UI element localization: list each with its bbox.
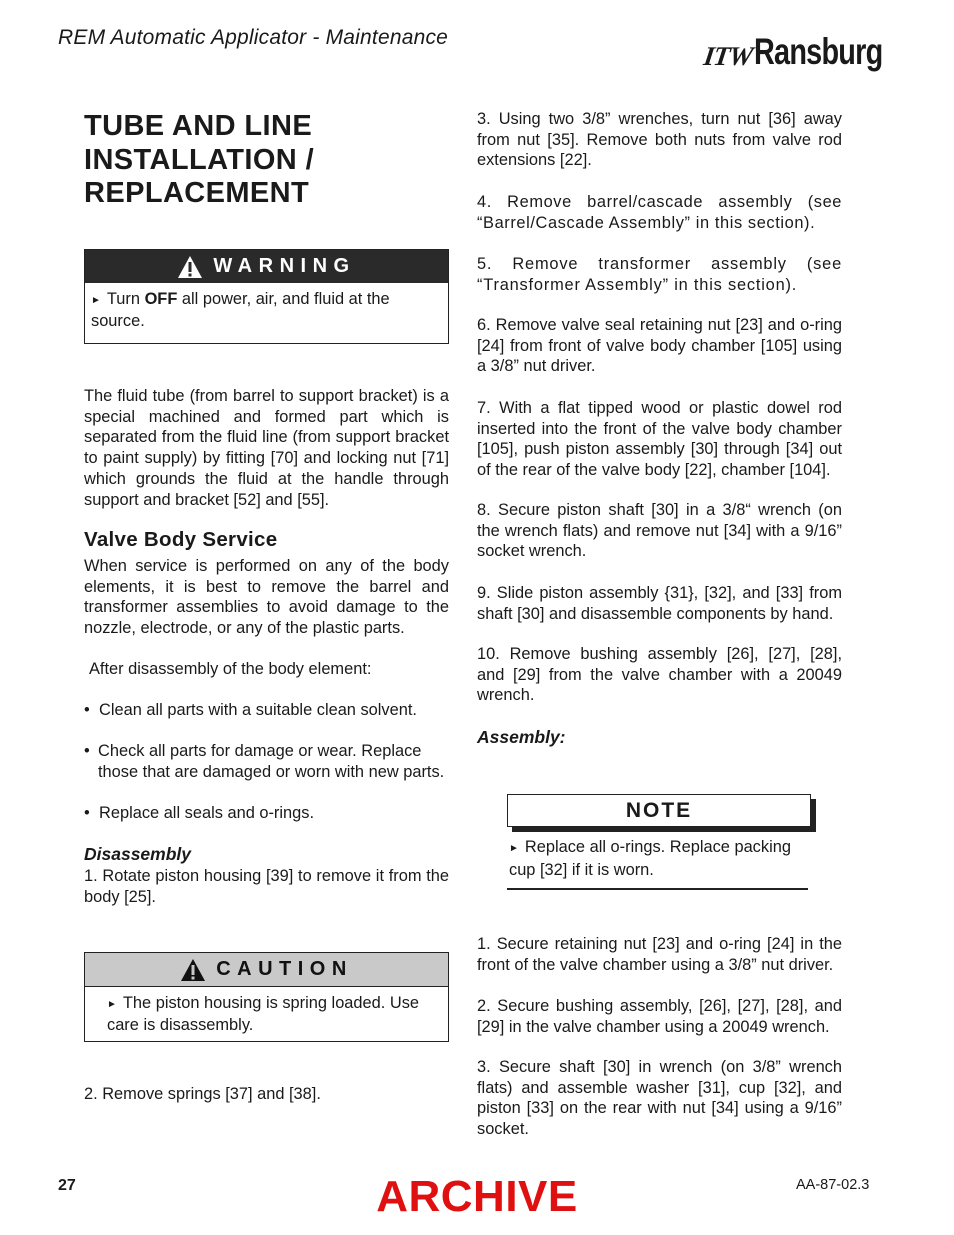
list-item: • Clean all parts with a suitable clean solvent. (84, 701, 417, 719)
disassembly-step-8: 8. Secure piston shaft [30] in a 3/8“ wrench (on the wrench flats) and remove nut [34] with a 9/16” socket wrench. (477, 501, 842, 561)
note-label: NOTE (625, 798, 693, 822)
warning-off-text: OFF (144, 290, 178, 308)
page-title-line-1: TUBE AND LINE (84, 110, 313, 142)
disassembly-step-2: 2. Remove springs [37] and [38]. (84, 1085, 321, 1103)
logo-ransburg: Ransburg (754, 31, 883, 72)
bullet-arrow-icon: ► (91, 295, 101, 306)
caution-box (84, 952, 449, 1042)
warning-triangle-icon (180, 958, 206, 982)
disassembly-step-5: 5. Remove transformer assembly (see “Transformer Assembly” in this section). (477, 255, 842, 294)
note-divider (507, 888, 808, 890)
page-title (84, 110, 444, 211)
caution-text: ► The piston housing is spring loaded. Use care is disassembly. (107, 994, 420, 1034)
page-number: 27 (58, 1177, 76, 1194)
caution-label: CAUTION (216, 958, 353, 980)
assembly-step-2: 2. Secure bushing assembly, [26], [27], [28], and [29] in the valve chamber using a 20049 wrench. (477, 997, 842, 1036)
after-disassembly-text: After disassembly of the body element: (89, 660, 372, 678)
itw-ransburg-logo (701, 20, 919, 72)
valve-body-paragraph: When service is performed on any of the body elements, it is best to remove the barrel and transformer assemblies to avoid damage to the nozzle, electrode, or any of the plastic parts. (84, 557, 449, 638)
intro-paragraph: The fluid tube (from barrel to support bracket) is a special machined and formed part which is separated from the fluid line (from support bracket to paint supply) by fitting [70] and locking nut [71] which grounds the fluid at the handle through support and bracket [52] and [55]. (84, 387, 449, 509)
disassembly-step-3: 3. Using two 3/8” wrenches, turn nut [36] away from nut [35]. Remove both nuts from valve rod extensions [22]. (477, 110, 842, 170)
disassembly-step-6: 6. Remove valve seal retaining nut [23] and o-ring [24] from front of valve body chamber [105] using a 3/8” nut driver. (477, 316, 842, 376)
note-box (507, 794, 811, 827)
bullet-arrow-icon: ► (509, 843, 519, 854)
warning-label: WARNING (213, 255, 356, 277)
note-text: ► Replace all o-rings. Replace packing cup [32] if it is worn. (509, 838, 791, 879)
page-title-line-3: REPLACEMENT (84, 177, 310, 209)
document-number: AA-87-02.3 (796, 1177, 870, 1193)
disassembly-heading: Disassembly (84, 844, 192, 864)
caution-header (85, 953, 448, 987)
page-title-line-2: INSTALLATION / (84, 143, 315, 176)
warning-header (85, 250, 448, 283)
bullet-dot-icon: • (84, 701, 90, 719)
disassembly-step-10: 10. Remove bushing assembly [26], [27], [28], and [29] from the valve chamber with a 20049 wrench. (477, 645, 842, 705)
warning-box (84, 249, 449, 344)
disassembly-step-7: 7. With a flat tipped wood or plastic dowel rod inserted into the front of the valve body chamber [105], push piston assembly [30] through [34] out of the rear of the valve body [22], chamber [104]. (477, 399, 842, 480)
header-title: REM Automatic Applicator - Maintenance (58, 26, 449, 49)
bullet-dot-icon: • (84, 742, 90, 760)
assembly-step-3: 3. Secure shaft [30] in wrench (on 3/8” wrench flats) and assemble washer [31], cup [32], and piston [33] on the rear with nut [34] using a 9/16” socket. (477, 1058, 842, 1139)
disassembly-step-9: 9. Slide piston assembly {31}, [32], and [33] from shaft [30] and disassemble components by hand. (477, 584, 842, 623)
disassembly-step-4: 4. Remove barrel/cascade assembly (see “Barrel/Cascade Assembly” in this section). (477, 193, 842, 232)
valve-body-heading: Valve Body Service (84, 528, 278, 551)
warning-text: ► Turn OFF all power, air, and fluid at the source. (91, 290, 390, 330)
logo-itw: ITW (701, 41, 755, 71)
disassembly-step-1: 1. Rotate piston housing [39] to remove it from the body [25]. (84, 867, 449, 906)
warning-triangle-icon (177, 255, 203, 279)
list-item: • Check all parts for damage or wear. Replace those that are damaged or worn with new parts. (84, 742, 445, 781)
bullet-dot-icon: • (84, 804, 90, 822)
assembly-heading: Assembly: (477, 727, 566, 747)
list-item: • Replace all seals and o-rings. (84, 804, 315, 822)
bullet-arrow-icon: ► (107, 999, 117, 1010)
archive-stamp: ARCHIVE (376, 1172, 578, 1221)
assembly-step-1: 1. Secure retaining nut [23] and o-ring [24] in the front of the valve chamber using a 3/8” nut driver. (477, 935, 842, 974)
